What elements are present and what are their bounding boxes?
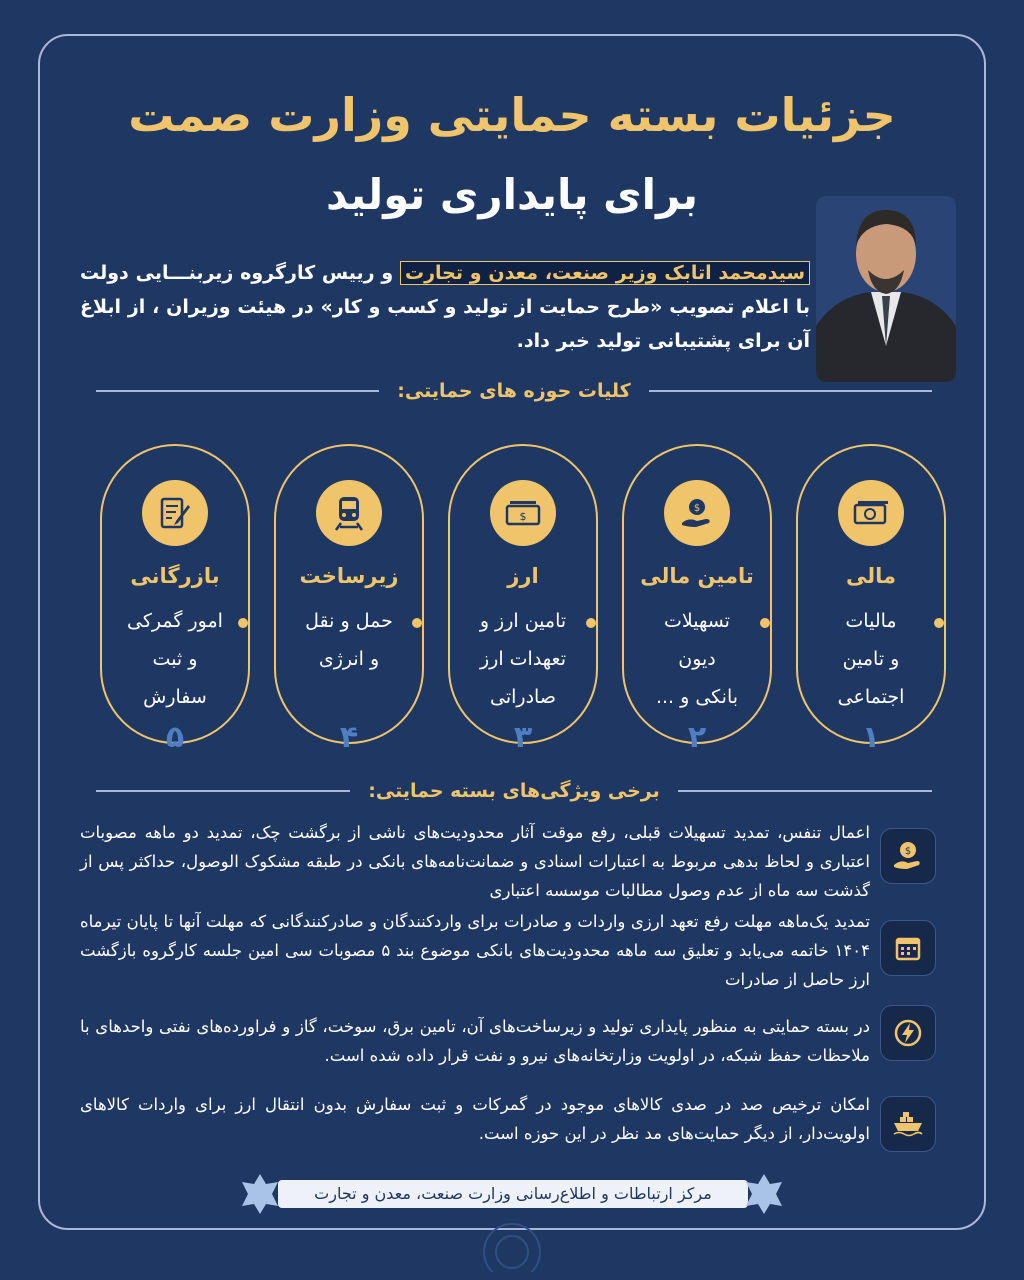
svg-text:$: $ (904, 846, 912, 857)
title-line-2: برای پایداری تولید (326, 170, 698, 219)
intro-paragraph (80, 256, 810, 358)
calendar-icon (880, 920, 936, 976)
support-card-5 (100, 444, 250, 755)
card-label: مالی (845, 564, 897, 588)
card-description: امور گمرکی و ثبت سفارش (127, 610, 223, 708)
banknote-icon (490, 480, 556, 546)
energy-icon (880, 1005, 936, 1061)
card-number: ۵ (165, 720, 185, 755)
card-gap (720, 443, 750, 447)
minister-photo (816, 196, 956, 382)
card-description: تامین ارز و تعهدات ارز صادراتی (479, 610, 567, 708)
section-title-areas: کلیات حوزه های حمایتی: (397, 380, 631, 402)
footer-credit: مرکز ارتباطات و اطلاع‌رسانی وزارت صنعت، معدن و تجارت (278, 1180, 748, 1208)
support-card-2 (622, 444, 772, 755)
feature-text-2: تمدید یک‌ماهه مهلت رفع تعهد ارزی واردات و صادرات برای واردکنندگان و صادرکنندگانی که مهلت آنها تا پایان تیرماه ۱۴۰۴ خاتمه می‌یابد و تعلیق سه ماهه محدودیت‌های بانکی موضوع بند ۵ مصوبات سی امین جلسه کارگروه بازگشت ارز حاصل از صادرات (80, 912, 870, 989)
svg-text:$: $ (693, 503, 701, 514)
card-gap (372, 443, 402, 447)
card-number: ۱ (861, 720, 881, 755)
card-label: تامین مالی (640, 564, 754, 588)
divider (678, 790, 932, 792)
card-description: تسهیلات دیون بانکی و ... (655, 610, 739, 708)
coin-hand-icon (664, 480, 730, 546)
money-icon (838, 480, 904, 546)
divider (96, 790, 350, 792)
support-areas (96, 444, 952, 754)
document-pen-icon (142, 480, 208, 546)
bottom-rosette (462, 1212, 562, 1272)
svg-text:$: $ (519, 510, 527, 523)
divider (96, 390, 379, 392)
ship-icon (880, 1096, 936, 1152)
card-gap (198, 443, 228, 447)
support-card-1 (796, 444, 946, 755)
intro-text: و رییس کارگروه زیربنـــایی دولت با اعلام تصویب «طرح حمایت از تولید و کسب و کار» در هیئت وزیران ، از ابلاغ آن برای پشتیبانی تولید خبر داد. (80, 262, 810, 352)
card-label: بازرگانی (130, 564, 220, 588)
card-description: حمل و نقل و انرژی (305, 610, 393, 670)
section-title-features: برخی ویژگی‌های بسته حمایتی: (368, 780, 660, 802)
intro-highlight: سیدمحمد اتابک وزیر صنعت، معدن و تجارت (400, 261, 810, 285)
feature-text-1: اعمال تنفس، تمدید تسهیلات قبلی، رفع موقت آثار محدودیت‌های ناشی از برگشت چک، تمدید دو ماهه مصوبات اعتباری و لحاظ بدهی مربوط به اعتبارات اسنادی و ضمانت‌نامه‌های بانکی در طبقه مشکوک الوصول، حداکثر پس از گذشت سه ماه از عدم وصول مطالبات موسسه اعتباری (80, 823, 870, 900)
feature-text-4: امکان ترخیص صد در صدی کالاهای موجود در گمرکات و ثبت سفارش بدون انتقال ارز برای واردات کالاهای اولویت‌دار، از دیگر حمایت‌های مد نظر در این حوزه است. (80, 1095, 870, 1143)
feature-text-3: در بسته حمایتی به منظور پایداری تولید و زیرساخت‌های آن، تامین برق، سوخت، گاز و فراورده‌های نفتی واحدهای با ملاحظات حفظ شبکه، در اولویت وزارتخانه‌های نیرو و نفت قرار داده شده است. (80, 1017, 870, 1065)
title-line-1: جزئیات بسته حمایتی وزارت صمت (128, 88, 896, 142)
section-heading-areas (96, 376, 932, 406)
train-icon (316, 480, 382, 546)
card-gap (546, 443, 576, 447)
support-card-4 (274, 444, 424, 755)
card-number: ۴ (339, 720, 359, 755)
ornament-right (742, 1172, 786, 1216)
card-number: ۳ (513, 720, 533, 755)
card-label: ارز (507, 564, 539, 588)
card-gap (894, 443, 924, 447)
divider (649, 390, 932, 392)
support-card-3 (448, 444, 598, 755)
card-label: زیرساخت (299, 564, 399, 588)
section-heading-features (96, 776, 932, 806)
coin-hand-icon (880, 828, 936, 884)
ornament-left (238, 1172, 282, 1216)
card-description: مالیات و تامین اجتماعی (837, 610, 905, 708)
card-number: ۲ (687, 720, 707, 755)
